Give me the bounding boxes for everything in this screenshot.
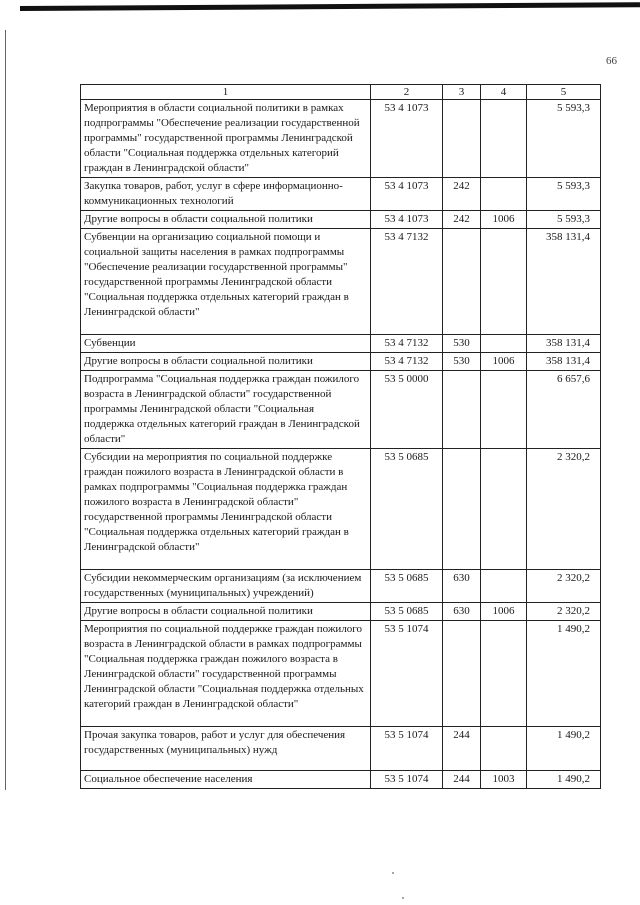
table-row (81, 371, 601, 449)
scan-speck (402, 897, 404, 899)
row-code-cell: 53 4 7132 (371, 335, 443, 353)
row-code-cell: 53 4 7132 (371, 353, 443, 371)
row-code-cell: 53 5 0685 (371, 603, 443, 621)
row-type-cell: 242 (443, 211, 481, 229)
row-type-cell (443, 229, 481, 335)
table-row (81, 353, 601, 371)
row-name-cell: Подпрограмма "Социальная поддержка граждан пожилого возраста в Ленинградской области" государственной программы Ленинградской области "Социальная поддержка отдельных категорий граждан в Ленинградской области" (81, 371, 371, 449)
row-type-cell: 530 (443, 335, 481, 353)
row-section-cell (481, 621, 527, 727)
table-row (81, 178, 601, 211)
row-amount-cell: 358 131,4 (527, 335, 601, 353)
table-row (81, 621, 601, 727)
row-code-cell: 53 4 1073 (371, 100, 443, 178)
row-name-cell: Субсидии на мероприятия по социальной поддержке граждан пожилого возраста в Ленинградской области в рамках подпрограммы "Социальная поддержка граждан пожилого возраста в Ленинградской области" государственной программы Ленинградской области "Социальная поддержка отдельных категорий граждан в Ленинградской области" (81, 449, 371, 570)
row-section-cell: 1006 (481, 353, 527, 371)
row-amount-cell: 5 593,3 (527, 178, 601, 211)
row-name-cell: Закупка товаров, работ, услуг в сфере информационно-коммуникационных технологий (81, 178, 371, 211)
row-code-cell: 53 4 7132 (371, 229, 443, 335)
row-section-cell: 1003 (481, 771, 527, 789)
table-row (81, 603, 601, 621)
row-amount-cell: 358 131,4 (527, 229, 601, 335)
header-col-1: 1 (81, 85, 371, 100)
row-name-cell: Другие вопросы в области социальной политики (81, 211, 371, 229)
table-body (81, 85, 601, 789)
row-amount-cell: 1 490,2 (527, 727, 601, 771)
table-row (81, 449, 601, 570)
header-col-5: 5 (527, 85, 601, 100)
row-code-cell: 53 5 1074 (371, 621, 443, 727)
table-row (81, 727, 601, 771)
row-type-cell: 244 (443, 727, 481, 771)
row-section-cell (481, 335, 527, 353)
row-type-cell (443, 449, 481, 570)
scan-top-edge (20, 2, 640, 11)
budget-table (80, 84, 601, 789)
row-name-cell: Мероприятия по социальной поддержке граждан пожилого возраста в Ленинградской области в рамках подпрограммы "Социальная поддержка граждан пожилого возраста в Ленинградской области" государственной программы Ленинградской области "Социальная поддержка отдельных категорий граждан в Ленинградской области" (81, 621, 371, 727)
row-code-cell: 53 4 1073 (371, 211, 443, 229)
row-amount-cell: 1 490,2 (527, 771, 601, 789)
table-row (81, 335, 601, 353)
row-section-cell (481, 178, 527, 211)
row-amount-cell: 2 320,2 (527, 570, 601, 603)
header-col-3: 3 (443, 85, 481, 100)
row-name-cell: Прочая закупка товаров, работ и услуг для обеспечения государственных (муниципальных) нужд (81, 727, 371, 771)
row-type-cell: 244 (443, 771, 481, 789)
table-row (81, 100, 601, 178)
header-col-4: 4 (481, 85, 527, 100)
table-row (81, 771, 601, 789)
row-code-cell: 53 5 0000 (371, 371, 443, 449)
row-name-cell: Субсидии некоммерческим организациям (за исключением государственных (муниципальных) учреждений) (81, 570, 371, 603)
row-amount-cell: 2 320,2 (527, 603, 601, 621)
row-type-cell: 242 (443, 178, 481, 211)
row-code-cell: 53 4 1073 (371, 178, 443, 211)
row-section-cell: 1006 (481, 603, 527, 621)
scan-left-edge (5, 30, 6, 790)
row-section-cell (481, 371, 527, 449)
row-amount-cell: 2 320,2 (527, 449, 601, 570)
row-amount-cell: 1 490,2 (527, 621, 601, 727)
row-name-cell: Другие вопросы в области социальной политики (81, 603, 371, 621)
row-name-cell: Социальное обеспечение населения (81, 771, 371, 789)
table-row (81, 229, 601, 335)
row-name-cell: Мероприятия в области социальной политики в рамках подпрограммы "Обеспечение реализации государственной программы" государственной программы Ленинградской области "Социальная поддержка отдельных категорий граждан в Ленинградской области" (81, 100, 371, 178)
row-section-cell (481, 229, 527, 335)
row-amount-cell: 358 131,4 (527, 353, 601, 371)
row-section-cell: 1006 (481, 211, 527, 229)
row-section-cell (481, 727, 527, 771)
row-type-cell (443, 621, 481, 727)
row-amount-cell: 5 593,3 (527, 100, 601, 178)
row-section-cell (481, 570, 527, 603)
row-code-cell: 53 5 0685 (371, 570, 443, 603)
row-code-cell: 53 5 1074 (371, 771, 443, 789)
header-col-2: 2 (371, 85, 443, 100)
row-code-cell: 53 5 0685 (371, 449, 443, 570)
row-section-cell (481, 100, 527, 178)
scan-speck (392, 872, 394, 874)
row-type-cell: 630 (443, 570, 481, 603)
row-code-cell: 53 5 1074 (371, 727, 443, 771)
row-type-cell (443, 371, 481, 449)
row-name-cell: Субвенции на организацию социальной помощи и социальной защиты населения в рамках подпрограммы "Обеспечение реализации государственной программы" государственной программы Ленинградской области "Социальная поддержка отдельных категорий граждан в Ленинградской области" (81, 229, 371, 335)
table-row (81, 570, 601, 603)
row-type-cell: 630 (443, 603, 481, 621)
table-header-row (81, 85, 601, 100)
row-amount-cell: 5 593,3 (527, 211, 601, 229)
table-row (81, 211, 601, 229)
row-name-cell: Субвенции (81, 335, 371, 353)
page-number: 66 (606, 55, 617, 67)
row-type-cell: 530 (443, 353, 481, 371)
row-name-cell: Другие вопросы в области социальной политики (81, 353, 371, 371)
row-amount-cell: 6 657,6 (527, 371, 601, 449)
row-type-cell (443, 100, 481, 178)
row-section-cell (481, 449, 527, 570)
